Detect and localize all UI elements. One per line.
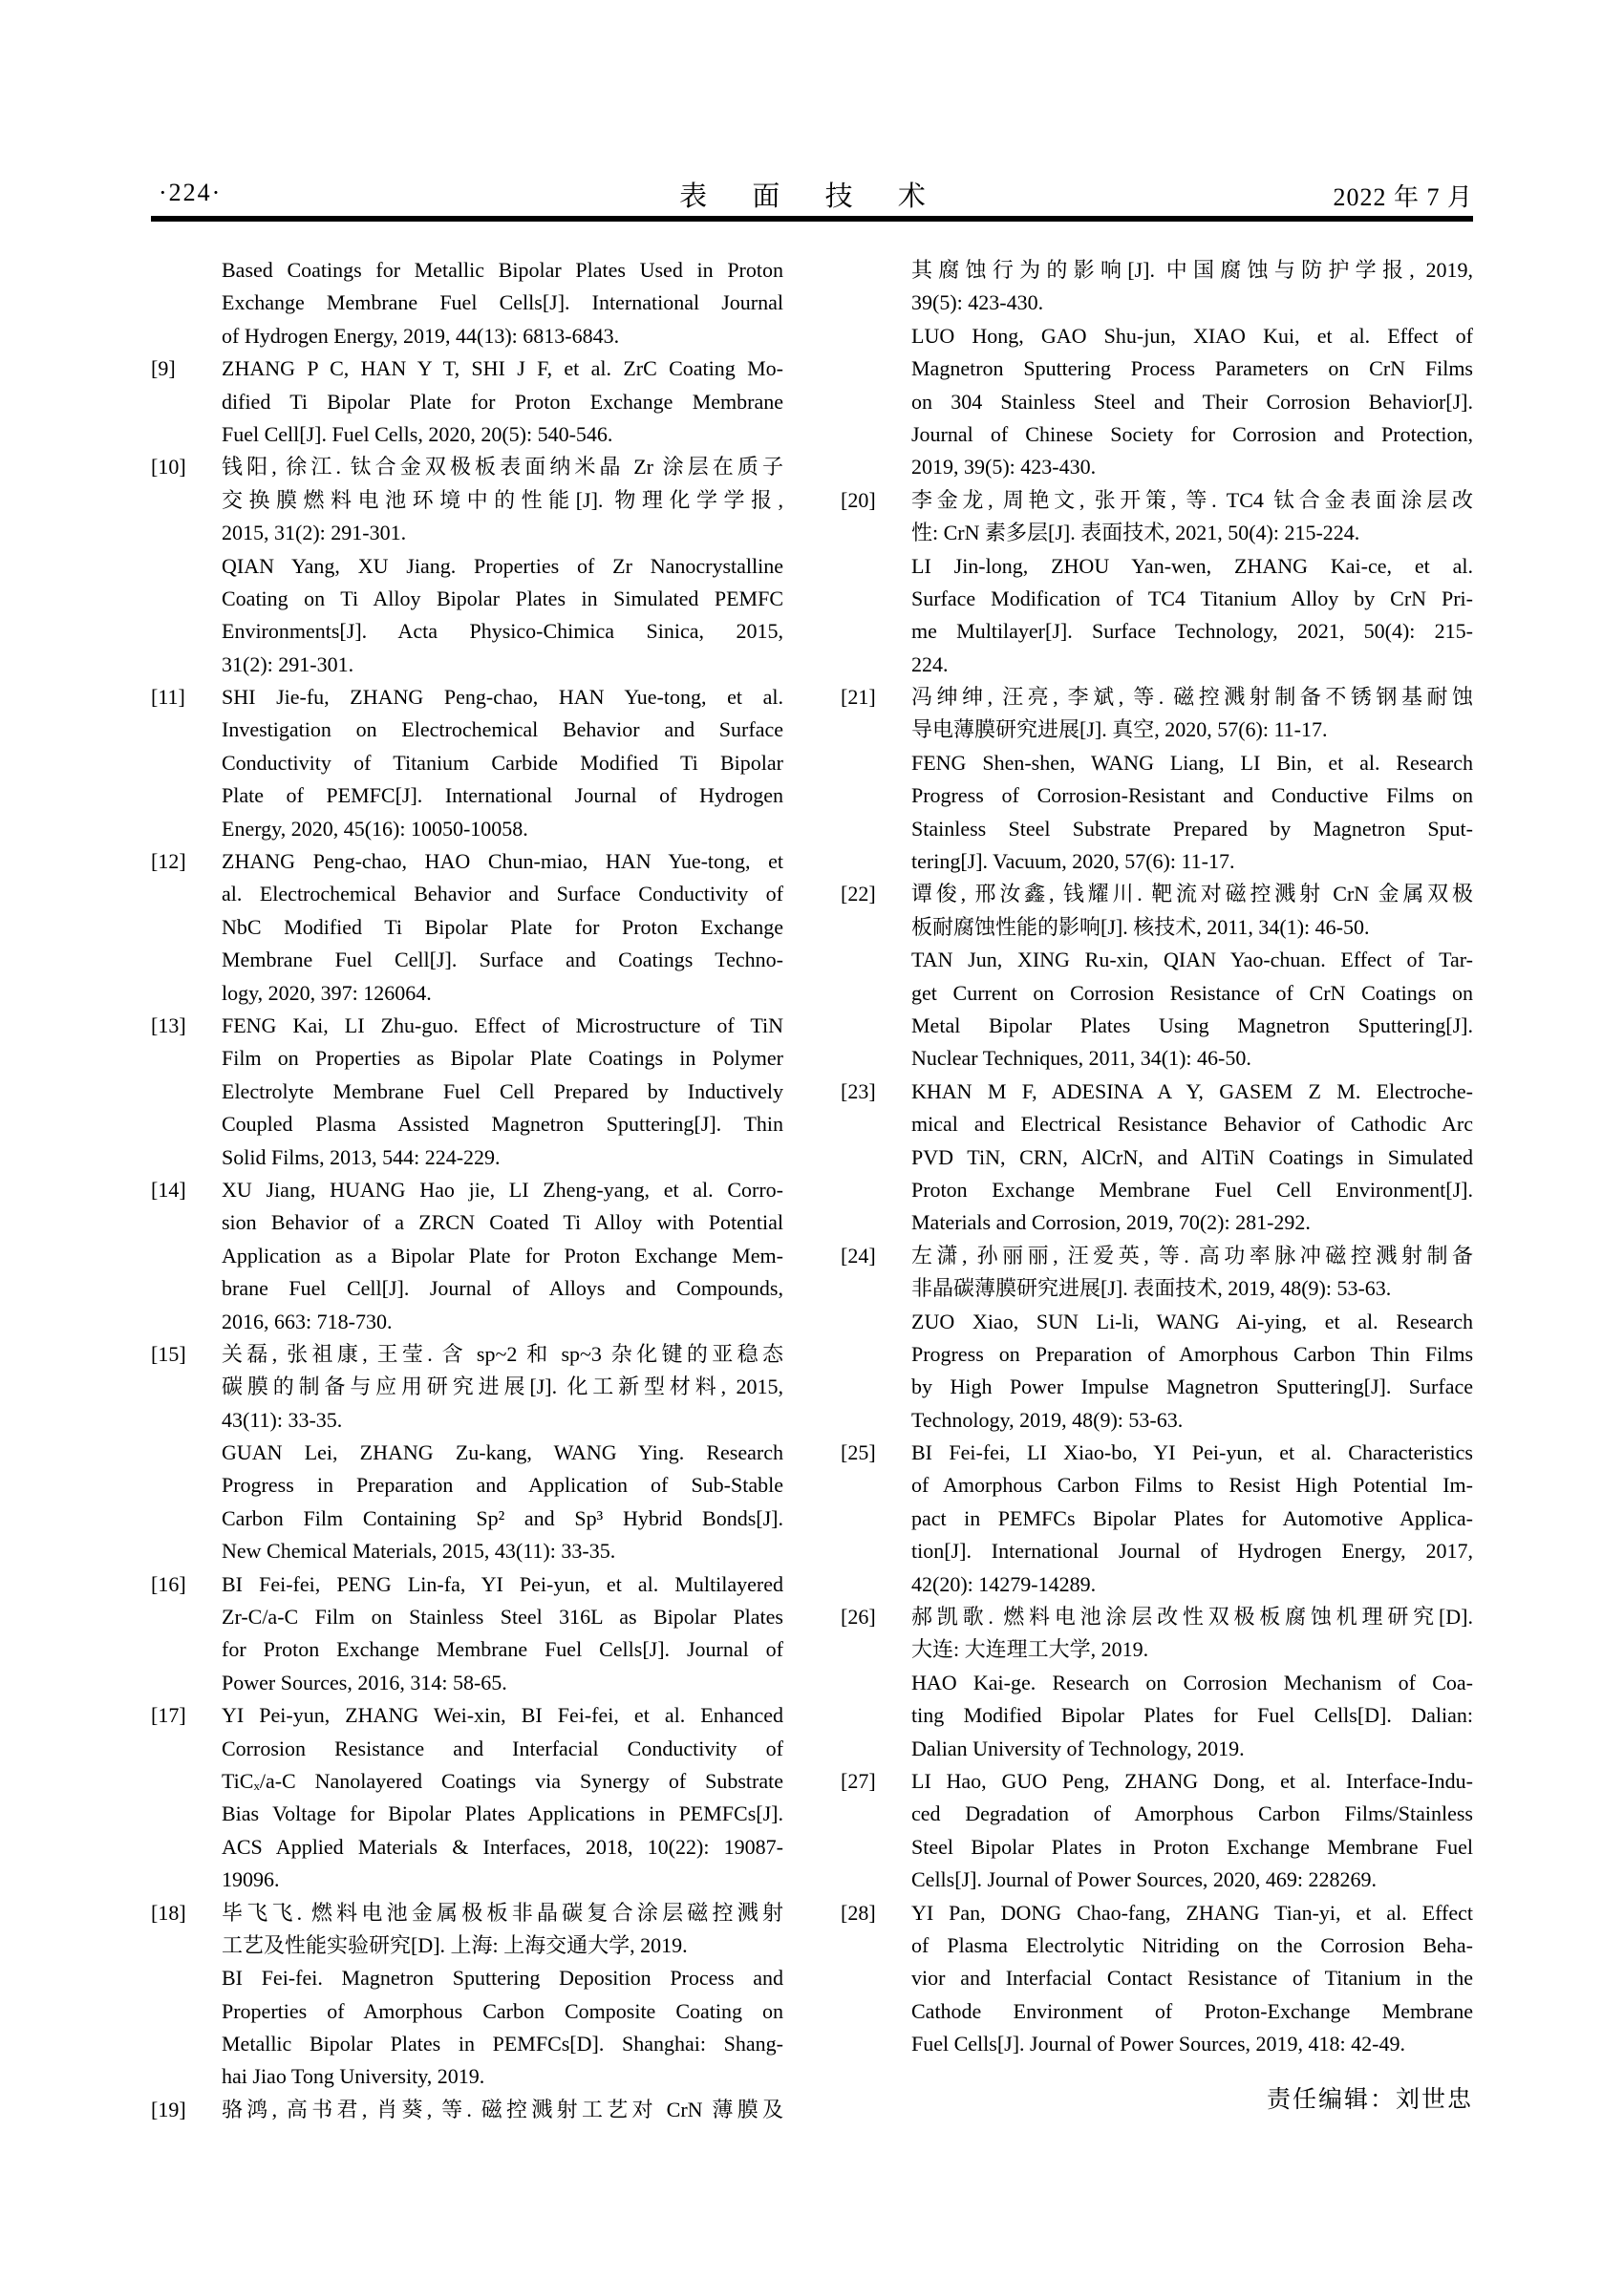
reference-line: Corrosion Resistance and Interfacial Conductivity of — [222, 1736, 783, 1760]
reference-line: FENG Kai, LI Zhu-guo. Effect of Microstructure of TiN — [222, 1012, 783, 1037]
reference-line: Power Sources, 2016, 314: 58-65. — [222, 1670, 507, 1694]
reference-line: 大连: 大连理工大学, 2019. — [911, 1637, 1149, 1662]
reference-body — [222, 1010, 783, 1174]
reference-line: ZHANG Peng-chao, HAO Chun-miao, HAN Yue-tong, et — [222, 849, 783, 874]
reference-number: [10] — [151, 455, 186, 479]
reference-number: [26] — [841, 1605, 876, 1630]
reference-number: [9] — [151, 356, 176, 381]
issue-date: 2022 年 7 月 — [1333, 183, 1473, 211]
reference-item — [151, 451, 783, 681]
reference-line: PVD TiN, CRN, AlCrN, and AlTiN Coatings in Simulated — [911, 1144, 1473, 1169]
reference-line: tion[J]. International Journal of Hydrogen Energy, 2017, — [911, 1539, 1473, 1564]
reference-line: Cells[J]. Journal of Power Sources, 2020, 469: 228269. — [911, 1867, 1378, 1892]
reference-line: ZUO Xiao, SUN Li-li, WANG Ai-ying, et al. Research — [911, 1309, 1473, 1333]
reference-item — [151, 254, 783, 352]
reference-item — [841, 1897, 1473, 2061]
reference-line: 谭俊, 邢汝鑫, 钱耀川. 靶流对磁控溅射 CrN 金属双极 — [911, 882, 1473, 906]
reference-line: ced Degradation of Amorphous Carbon Films/Stainless — [911, 1801, 1473, 1826]
reference-number: [16] — [151, 1571, 186, 1596]
reference-body — [222, 1568, 783, 1700]
reference-line: Coating on Ti Alloy Bipolar Plates in Simulated PEMFC — [222, 586, 783, 610]
reference-line: pact in PEMFCs Bipolar Plates for Automotive Applica- — [911, 1505, 1473, 1530]
reference-line: 42(20): 14279-14289. — [911, 1571, 1097, 1596]
reference-line: Cathode Environment of Proton-Exchange Membrane — [911, 1998, 1473, 2023]
reference-line: Energy, 2020, 45(16): 10050-10058. — [222, 816, 528, 841]
page-number: ·224· — [159, 179, 223, 206]
reference-body — [911, 1240, 1473, 1437]
reference-body — [222, 681, 783, 845]
reference-line: Fuel Cell[J]. Fuel Cells, 2020, 20(5): 540-546. — [222, 421, 613, 446]
reference-line: Stainless Steel Substrate Prepared by Magnetron Sput- — [911, 816, 1473, 841]
reference-item — [151, 1174, 783, 1338]
responsible-editor: 责任编辑：刘世忠 — [1266, 2087, 1473, 2113]
reference-item — [841, 681, 1473, 878]
reference-body — [911, 484, 1473, 681]
reference-line: Progress of Corrosion-Resistant and Conductive Films on — [911, 783, 1473, 808]
reference-item — [151, 845, 783, 1010]
reference-line: KHAN M F, ADESINA A Y, GASEM Z M. Electroche- — [911, 1078, 1473, 1103]
reference-line: LI Jin-long, ZHOU Yan-wen, ZHANG Kai-ce, et al. — [911, 553, 1473, 578]
reference-number: [17] — [151, 1703, 186, 1728]
reference-line: Technology, 2019, 48(9): 53-63. — [911, 1407, 1184, 1432]
reference-line: Metallic Bipolar Plates in PEMFCs[D]. Shanghai: Shang- — [222, 2032, 783, 2056]
reference-number — [151, 254, 222, 352]
reference-line: Progress in Preparation and Application of Sub-Stable — [222, 1473, 783, 1498]
reference-line: Carbon Film Containing Sp² and Sp³ Hybrid Bonds[J]. — [222, 1505, 783, 1530]
reference-item — [151, 352, 783, 451]
reference-line: 左潇, 孙丽丽, 汪爱英, 等. 高功率脉冲磁控溅射制备 — [911, 1243, 1473, 1268]
reference-line: 43(11): 33-35. — [222, 1407, 343, 1432]
reference-line: Based Coatings for Metallic Bipolar Plates Used in Proton — [222, 258, 783, 282]
reference-line: Investigation on Electrochemical Behavior and Surface — [222, 717, 783, 742]
reference-item — [151, 1338, 783, 1568]
reference-item — [841, 1076, 1473, 1240]
reference-body — [222, 451, 783, 681]
reference-number: [21] — [841, 685, 876, 710]
reference-number: [19] — [151, 2097, 186, 2121]
header-rule — [151, 216, 1473, 222]
reference-line: 224. — [911, 651, 949, 676]
reference-body — [222, 254, 783, 352]
reference-item — [151, 1699, 783, 1896]
reference-line: 导电薄膜研究进展[J]. 真空, 2020, 57(6): 11-17. — [911, 717, 1328, 742]
reference-line: HAO Kai-ge. Research on Corrosion Mechanism of Coa- — [911, 1670, 1473, 1694]
reference-line: 39(5): 423-430. — [911, 290, 1044, 315]
reference-line: 其腐蚀行为的影响[J]. 中国腐蚀与防护学报, 2019, — [911, 258, 1473, 282]
reference-line: Membrane Fuel Cell[J]. Surface and Coatings Techno- — [222, 948, 783, 972]
reference-line: TAN Jun, XING Ru-xin, QIAN Yao-chuan. Effect of Tar- — [911, 948, 1473, 972]
reference-line: SHI Jie-fu, ZHANG Peng-chao, HAN Yue-tong, et al. — [222, 685, 783, 710]
reference-number: [18] — [151, 1900, 186, 1925]
reference-number: [20] — [841, 487, 876, 512]
reference-line: New Chemical Materials, 2015, 43(11): 33-35. — [222, 1539, 616, 1564]
reference-line: Nuclear Techniques, 2011, 34(1): 46-50. — [911, 1046, 1251, 1071]
reference-line: brane Fuel Cell[J]. Journal of Alloys and Compounds, — [222, 1276, 783, 1301]
reference-body — [222, 1338, 783, 1568]
reference-item — [841, 1240, 1473, 1437]
reference-line: 工艺及性能实验研究[D]. 上海: 上海交通大学, 2019. — [222, 1932, 688, 1957]
reference-body — [911, 1897, 1473, 2061]
reference-line: 钱阳, 徐江. 钛合金双极板表面纳米晶 Zr 涂层在质子 — [222, 455, 783, 479]
reference-line: 郝凯歌. 燃料电池涂层改性双极板腐蚀机理研究[D]. — [911, 1605, 1473, 1630]
reference-line: 骆鸿, 高书君, 肖葵, 等. 磁控溅射工艺对 CrN 薄膜及 — [222, 2097, 783, 2121]
reference-line: 毕飞飞. 燃料电池金属极板非晶碳复合涂层磁控溅射 — [222, 1900, 783, 1925]
reference-line: ZHANG P C, HAN Y T, SHI J F, et al. ZrC Coating Mo- — [222, 356, 783, 381]
reference-line: Zr-C/a-C Film on Stainless Steel 316L as Bipolar Plates — [222, 1605, 783, 1630]
reference-number: [22] — [841, 882, 876, 906]
reference-line: Materials and Corrosion, 2019, 70(2): 281-292. — [911, 1210, 1311, 1235]
reference-line: TiCₓ/a-C Nanolayered Coatings via Synergy of Substrate — [222, 1768, 783, 1793]
reference-line: ting Modified Bipolar Plates for Fuel Cells[D]. Dalian: — [911, 1703, 1473, 1728]
reference-item — [151, 1568, 783, 1700]
reference-line: LI Hao, GUO Peng, ZHANG Dong, et al. Interface-Indu- — [911, 1768, 1473, 1793]
reference-item — [151, 681, 783, 845]
reference-line: 性: CrN 素多层[J]. 表面技术, 2021, 50(4): 215-224. — [911, 521, 1360, 545]
reference-line: Magnetron Sputtering Process Parameters on CrN Films — [911, 356, 1473, 381]
reference-body — [911, 1076, 1473, 1240]
reference-line: Electrolyte Membrane Fuel Cell Prepared by Inductively — [222, 1078, 783, 1103]
reference-body — [222, 1174, 783, 1338]
reference-line: XU Jiang, HUANG Hao jie, LI Zheng-yang, et al. Corro- — [222, 1177, 783, 1202]
reference-item — [841, 254, 1473, 484]
reference-number: [11] — [151, 685, 185, 710]
reference-body — [222, 845, 783, 1010]
reference-line: Bias Voltage for Bipolar Plates Applications in PEMFCs[J]. — [222, 1801, 783, 1826]
reference-line: of Amorphous Carbon Films to Resist High Potential Im- — [911, 1473, 1473, 1498]
reference-line: of Plasma Electrolytic Nitriding on the Corrosion Beha- — [911, 1932, 1473, 1957]
reference-number: [15] — [151, 1341, 186, 1366]
reference-line: YI Pei-yun, ZHANG Wei-xin, BI Fei-fei, et al. Enhanced — [222, 1703, 783, 1728]
reference-line: Exchange Membrane Fuel Cells[J]. International Journal — [222, 290, 783, 315]
reference-line: get Current on Corrosion Resistance of CrN Coatings on — [911, 980, 1473, 1005]
reference-body — [911, 1765, 1473, 1897]
reference-line: 31(2): 291-301. — [222, 651, 354, 676]
reference-number: [28] — [841, 1900, 876, 1925]
reference-number: [25] — [841, 1440, 876, 1465]
reference-item — [841, 1765, 1473, 1897]
reference-number — [841, 254, 911, 484]
reference-body — [911, 878, 1473, 1075]
reference-line: al. Electrochemical Behavior and Surface Conductivity of — [222, 882, 783, 906]
reference-line: LUO Hong, GAO Shu-jun, XIAO Kui, et al. Effect of — [911, 323, 1473, 348]
reference-line: BI Fei-fei, PENG Lin-fa, YI Pei-yun, et al. Multilayered — [222, 1571, 783, 1596]
reference-number: [14] — [151, 1177, 186, 1202]
reference-line: GUAN Lei, ZHANG Zu-kang, WANG Ying. Research — [222, 1440, 783, 1465]
reference-line: Metal Bipolar Plates Using Magnetron Sputtering[J]. — [911, 1012, 1473, 1037]
reference-line: FENG Shen-shen, WANG Liang, LI Bin, et al. Research — [911, 750, 1473, 775]
reference-body — [911, 1601, 1473, 1765]
reference-line: logy, 2020, 397: 126064. — [222, 980, 432, 1005]
reference-line: 2015, 31(2): 291-301. — [222, 521, 407, 545]
reference-body — [222, 2094, 783, 2126]
reference-line: Conductivity of Titanium Carbide Modified Ti Bipolar — [222, 750, 783, 775]
reference-line: 2019, 39(5): 423-430. — [911, 455, 1097, 479]
reference-number: [12] — [151, 849, 186, 874]
reference-line: mical and Electrical Resistance Behavior of Cathodic Arc — [911, 1112, 1473, 1137]
reference-body — [222, 1897, 783, 2094]
reference-number: [23] — [841, 1078, 876, 1103]
reference-line: hai Jiao Tong University, 2019. — [222, 2064, 485, 2089]
reference-item — [841, 1601, 1473, 1765]
reference-line: 19096. — [222, 1867, 280, 1892]
reference-line: Environments[J]. Acta Physico-Chimica Sinica, 2015, — [222, 619, 783, 644]
reference-line: 板耐腐蚀性能的影响[J]. 核技术, 2011, 34(1): 46-50. — [911, 914, 1370, 939]
reference-item — [841, 1437, 1473, 1601]
reference-line: Coupled Plasma Assisted Magnetron Sputtering[J]. Thin — [222, 1112, 783, 1137]
reference-item — [841, 484, 1473, 681]
reference-line: 关磊, 张祖康, 王莹. 含 sp~2 和 sp~3 杂化键的亚稳态 — [222, 1341, 783, 1366]
reference-item — [151, 1897, 783, 2094]
reference-line: Dalian University of Technology, 2019. — [911, 1736, 1245, 1760]
page-header — [151, 173, 1473, 213]
reference-line: 2016, 663: 718-730. — [222, 1309, 393, 1333]
reference-line: Journal of Chinese Society for Corrosion and Protection, — [911, 421, 1473, 446]
references-column-right — [841, 254, 1473, 2060]
reference-line: 李金龙, 周艳文, 张开策, 等. TC4 钛合金表面涂层改 — [911, 487, 1473, 512]
reference-line: Proton Exchange Membrane Fuel Cell Environment[J]. — [911, 1177, 1473, 1202]
reference-line: ACS Applied Materials & Interfaces, 2018, 10(22): 19087- — [222, 1834, 783, 1859]
reference-body — [911, 681, 1473, 878]
references-column-left — [151, 254, 783, 2126]
references-section — [151, 254, 1473, 2126]
reference-item — [841, 878, 1473, 1075]
reference-line: 非晶碳薄膜研究进展[J]. 表面技术, 2019, 48(9): 53-63. — [911, 1276, 1392, 1301]
reference-line: NbC Modified Ti Bipolar Plate for Proton Exchange — [222, 914, 783, 939]
reference-number: [13] — [151, 1012, 186, 1037]
reference-line: BI Fei-fei, LI Xiao-bo, YI Pei-yun, et al. Characteristics — [911, 1440, 1473, 1465]
reference-line: QIAN Yang, XU Jiang. Properties of Zr Nanocrystalline — [222, 553, 783, 578]
reference-line: sion Behavior of a ZRCN Coated Ti Alloy with Potential — [222, 1210, 783, 1235]
reference-item — [151, 1010, 783, 1174]
reference-line: Application as a Bipolar Plate for Proton Exchange Mem- — [222, 1243, 783, 1268]
reference-line: Properties of Amorphous Carbon Composite Coating on — [222, 1998, 783, 2023]
reference-line: me Multilayer[J]. Surface Technology, 2021, 50(4): 215- — [911, 619, 1473, 644]
reference-line: dified Ti Bipolar Plate for Proton Exchange Membrane — [222, 389, 783, 414]
reference-line: 碳膜的制备与应用研究进展[J]. 化工新型材料, 2015, — [222, 1374, 783, 1399]
reference-line: Fuel Cells[J]. Journal of Power Sources, 2019, 418: 42-49. — [911, 2032, 1405, 2056]
reference-item — [151, 2094, 783, 2126]
reference-body — [911, 254, 1473, 484]
reference-line: vior and Interfacial Contact Resistance of Titanium in the — [911, 1966, 1473, 1991]
reference-line: 交换膜燃料电池环境中的性能[J]. 物理化学学报, — [222, 487, 783, 512]
reference-line: Solid Films, 2013, 544: 224-229. — [222, 1144, 501, 1169]
reference-line: by High Power Impulse Magnetron Sputtering[J]. Surface — [911, 1374, 1473, 1399]
reference-line: on 304 Stainless Steel and Their Corrosion Behavior[J]. — [911, 389, 1473, 414]
reference-number: [24] — [841, 1243, 876, 1268]
reference-line: Surface Modification of TC4 Titanium Alloy by CrN Pri- — [911, 586, 1473, 610]
reference-line: tering[J]. Vacuum, 2020, 57(6): 11-17. — [911, 849, 1235, 874]
reference-body — [911, 1437, 1473, 1601]
reference-line: Plate of PEMFC[J]. International Journal of Hydrogen — [222, 783, 783, 808]
reference-line: of Hydrogen Energy, 2019, 44(13): 6813-6843. — [222, 323, 620, 348]
reference-line: 冯绅绅, 汪亮, 李斌, 等. 磁控溅射制备不锈钢基耐蚀 — [911, 685, 1473, 710]
reference-line: Film on Properties as Bipolar Plate Coatings in Polymer — [222, 1046, 783, 1071]
reference-line: BI Fei-fei. Magnetron Sputtering Deposition Process and — [222, 1966, 783, 1991]
reference-line: YI Pan, DONG Chao-fang, ZHANG Tian-yi, et al. Effect — [911, 1900, 1473, 1925]
journal-title: 表 面 技 术 — [679, 181, 945, 212]
reference-line: Steel Bipolar Plates in Proton Exchange Membrane Fuel — [911, 1834, 1473, 1859]
reference-number: [27] — [841, 1768, 876, 1793]
reference-body — [222, 1699, 783, 1896]
reference-body — [222, 352, 783, 451]
reference-line: for Proton Exchange Membrane Fuel Cells[J]. Journal of — [222, 1637, 783, 1662]
reference-line: Progress on Preparation of Amorphous Carbon Thin Films — [911, 1341, 1473, 1366]
